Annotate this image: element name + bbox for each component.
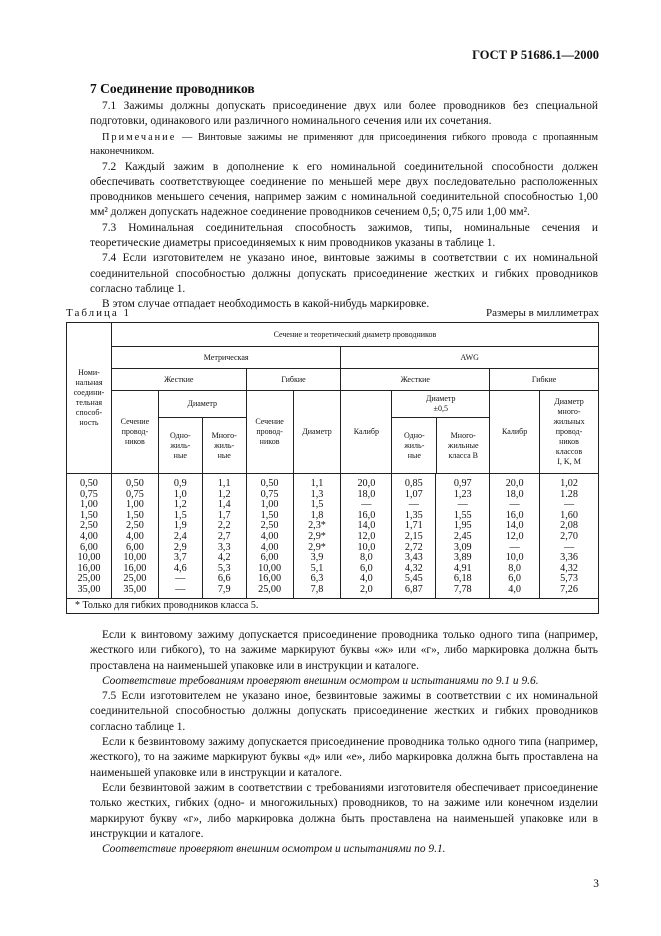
document-header: ГОСТ Р 51686.1—2000 [472,48,599,62]
table-cell: 5,45 [404,573,423,585]
table-cell: — [563,541,575,553]
table-cell: 2,50 [125,520,144,532]
table-cell: 0,75 [80,488,98,500]
table-cell: — [509,541,520,553]
table-cell: 10,0 [505,552,524,564]
table-cell: 1,50 [80,509,98,521]
table-cell: 0,97 [453,478,472,489]
section-title: 7 Соединение проводников [90,81,255,96]
table-cell: 0,50 [260,478,279,489]
table-cell: 10,00 [258,562,282,574]
table-cell: 1,00 [125,499,144,511]
header-metric-flexible: Гибкие [246,369,341,391]
table-cell: 4,91 [453,562,472,574]
table-cell: 2,08 [560,520,578,532]
table-cell: 2,2 [217,520,231,532]
table-cell: 1,4 [217,499,231,511]
table-cell: 2,9* [308,530,326,542]
table-cell: 10,00 [77,552,101,564]
table-cell: 5,73 [560,573,578,585]
table-cell: 4,00 [260,541,279,553]
table-cell: 2,9 [173,541,187,553]
table-cell: 2,70 [560,530,578,542]
header-cross-section [111,391,158,474]
table-cell: 3,7 [173,552,187,564]
table-cell: 0,50 [80,478,98,489]
table-cell: 7,9 [217,583,231,595]
table-cell: — [361,499,372,511]
table-cell: 2,50 [80,520,98,532]
header-cross-section-text: Сечение провод- ников [120,417,150,446]
col-awg-flex-gauge [490,474,540,599]
page-number: 3 [593,878,599,890]
table-cell: 12,0 [357,530,376,542]
table-cell: 4,00 [125,530,144,542]
table-cell: 6,3 [310,573,324,585]
table-cell: 7,26 [560,583,578,595]
header-awg-diameter: Диаметр ±0,5 [392,391,489,418]
table-cell: 7,8 [310,583,324,595]
table-cell: 1,5 [310,499,324,511]
table-cell: 2,4 [173,530,187,542]
table-cell: — [509,499,520,511]
table-cell: 16,0 [357,509,376,521]
table-cell: 16,00 [123,562,147,574]
table-cell: 1,7 [217,509,231,521]
table-cell: 6,0 [508,573,521,585]
table-cell: 2,9* [308,541,326,553]
table-cell: 0,75 [260,488,279,500]
table-cell: 8,0 [360,552,373,564]
table-cell: 3,89 [453,552,472,564]
table-cell: 1,00 [260,499,279,511]
table-cell: 0,75 [125,488,144,500]
table-cell: 18,0 [357,488,376,500]
table-cell: 16,00 [77,562,101,574]
header-gauge-flex: Калибр [490,391,540,474]
table-cell: 1,8 [310,509,324,521]
table-cell: 1,5 [173,509,187,521]
table-cell: 2,72 [404,541,423,553]
table-cell: 10,00 [123,552,147,564]
table-cell: 2,7 [217,530,231,542]
col-metric-flex-section [246,474,293,599]
table-cell: 4,0 [508,583,521,595]
table-cell: 1.28 [560,488,578,500]
table-cell: 0,9 [173,478,187,489]
table-cell: 7,78 [453,583,472,595]
header-metric: Метрическая [111,347,341,369]
header-multi-core: Много- жиль- ные [211,430,237,460]
table-cell: 2,0 [360,583,373,595]
table-cell: 1,1 [217,478,231,489]
table-cell: 0,50 [125,478,144,489]
table-cell: 4,00 [80,530,98,542]
header-diameter: Диаметр [159,391,246,418]
table-cell: 3,09 [453,541,472,553]
marking-paragraph-3: Если безвинтовой зажим в соответствии с требованиями изготовителя обеспечивает присоединение только жестких, гибких (одно- и многожильных) проводников, то на зажиме или конечном изделии маркируют букву «г», либо маркировка должна быть проставлена на наименьшей упаковке или в инструкции и каталоге. [90,781,598,840]
table-cell: 1,2 [217,488,231,500]
table-cell: 16,0 [505,509,524,521]
table-cell: 6,00 [125,541,144,553]
table-cell: 1,50 [125,509,144,521]
conductor-table [66,322,599,614]
table-cell: 6,00 [260,552,279,564]
section-body [90,99,598,313]
table-cell: 1,35 [404,509,423,521]
table-cell: 12,0 [505,530,524,542]
col-metric-rigid-multi [202,474,246,599]
table-cell: 1,2 [173,499,187,511]
table-label: Таблица 1 [66,307,132,319]
col-metric-rigid-single [158,474,202,599]
col-nominal [67,474,112,599]
header-diameter-flex: Диаметр [293,391,341,474]
header-diameter-group [158,391,246,474]
header-awg: AWG [341,347,599,369]
table-cell: 3,36 [560,552,578,564]
table-cell: — [175,573,186,585]
after-table-text [90,628,598,857]
table-footnote: * Только для гибких проводников класса 5. [67,598,599,613]
header-gauge: Калибр [341,391,392,474]
header-metric-rigid: Жесткие [111,369,246,391]
header-diameter-multi-classes: Диаметр много- жильных провод- ников классов I, K, M [540,391,599,474]
table-cell: 10,0 [357,541,376,553]
table-cell: 3,3 [217,541,231,553]
paragraph-7-4-b: В этом случае отпадает необходимость в какой-нибудь маркировке. [102,298,430,311]
paragraph-7-2: 7.2 Каждый зажим в дополнение к его номинальной соединительной способности должен обеспечивать соответствующее соединение по меньшей мере двух последовательно расположенных проводников меньшего сечения, например зажим с номинальной соединительной способностью 1,00 мм² должен допускать надежное соединение проводников сечением 0,5; 0,75 или 1,00 мм². [90,160,598,219]
col-metric-flex-diameter [293,474,341,599]
marking-paragraph-2: Если к безвинтовому зажиму допускается присоединение проводника только одного типа (например, жесткого), то на зажиме маркируют буквы «д» или «е», либо маркировка должна быть проставлена на наименьшей упаковке или в инструкции и каталоге. [90,736,598,779]
table-cell: 2,15 [404,530,423,542]
table-cell: — [175,583,186,595]
header-nominal-capacity: Номи- нальная соедини- тельная способ- ность [67,323,112,474]
table-cell: 3,9 [310,552,324,564]
table-cell: 4,32 [560,562,578,574]
table-cell: 5,3 [217,562,231,574]
col-awg-flex-diameter [540,474,599,599]
table-cell: 1,02 [560,478,578,489]
table-cell: 16,00 [258,573,282,585]
paragraph-7-3: 7.3 Номинальная соединительная способность зажимов, типы, номинальные сечения и теоретические диаметры присоединяемых к ним проводников указаны в таблице 1. [90,221,598,250]
table-cell: 35,00 [123,583,147,595]
table-cell: 14,0 [357,520,376,532]
table-cell: 1,50 [260,509,279,521]
table-units: Размеры в миллиметрах [486,307,599,319]
col-awg-rigid-gauge [341,474,392,599]
table-cell: 1,1 [310,478,324,489]
header-section-diameter: Сечение и теоретический диаметр проводников [111,323,598,347]
table-cell: 25,00 [123,573,147,585]
table-data-row [67,474,599,599]
table-cell: 1,60 [560,509,578,521]
table-cell: 1,0 [173,488,187,500]
paragraph-7-4: 7.4 Если изготовителем не указано иное, винтовые зажимы в соответствии с их номинальной соединительной способностью должны допускать присоединение жестких и гибких проводников согласно таблице 1. [90,252,598,295]
compliance-note-1: Соответствие требованиям проверяют внешним осмотром и испытаниями по 9.1 и 9.6. [102,674,539,687]
table-cell: 3,43 [404,552,423,564]
header-awg-rigid: Жесткие [341,369,490,391]
table-cell: 1,95 [453,520,472,532]
table-cell: 1,23 [453,488,472,500]
note-label: Примечание [102,131,177,143]
table-cell: 20,0 [357,478,376,489]
table-cell: 6,0 [360,562,373,574]
table-cell: 5,1 [310,562,324,574]
header-awg-single: Одно- жиль- ные [392,418,437,473]
table-cell: 1,07 [404,488,423,500]
table-cell: 35,00 [77,583,101,595]
table-cell: — [457,499,468,511]
table-cell: 4,6 [173,562,187,574]
table-cell: 4,2 [217,552,231,564]
table-cell: 6,00 [80,541,98,553]
marking-paragraph-1: Если к винтовому зажиму допускается присоединение проводника только одного типа (например, жесткого или гибкого), то на зажиме маркируют буквы «ж» или «г», либо маркировка должна быть проставлена на наименьшей упаковке или в инструкции и каталоге. [90,629,598,672]
table-cell: 4,32 [404,562,423,574]
header-awg-diameter-group [392,391,490,474]
table-cell: 4,0 [360,573,373,585]
header-awg-flexible: Гибкие [490,369,599,391]
table-cell: 25,00 [258,583,282,595]
table-cell: 0,85 [404,478,423,489]
table-cell: 25,00 [77,573,101,585]
paragraph-7-5: 7.5 Если изготовителем не указано иное, безвинтовые зажимы в соответствии с их номинальной соединительной способностью должны допускать присоединение жестких и гибких проводников согласно таблице 1. [90,690,598,733]
col-metric-rigid-section [111,474,158,599]
table-cell: 1,9 [173,520,187,532]
table-cell: 8,0 [508,562,521,574]
compliance-note-2: Соответствие проверяют внешним осмотром и испытаниями по 9.1. [102,843,446,856]
header-awg-multi: Много- жильные класса В [447,430,479,460]
header-cross-section-flex: Сечение провод- ников [246,391,293,474]
table-cell: 1,71 [404,520,423,532]
paragraph-7-1: 7.1 Зажимы должны допускать присоединение двух или более проводников без специальной подготовки, одинакового или различного номинального сечения или их сочетания. [90,100,598,128]
table-cell: 2,3* [308,520,326,532]
table-cell: 6,6 [217,573,231,585]
note-text: — Винтовые зажимы не применяют для присоединения гибкого провода с пропаянным наконечником. [90,131,598,157]
table-cell: 2,50 [260,520,279,532]
header-single-core: Одно- жиль- ные [159,418,203,473]
col-awg-rigid-single [392,474,436,599]
col-awg-rigid-multi [436,474,490,599]
table-cell: 1,55 [453,509,472,521]
table-cell: 4,00 [260,530,279,542]
table-cell: 20,0 [505,478,524,489]
table-cell: 6,87 [404,583,423,595]
table-cell: 2,45 [453,530,472,542]
table-cell: 1,00 [80,499,98,511]
note [90,131,598,159]
table-cell: 1,3 [310,488,324,500]
table-cell: 18,0 [505,488,524,500]
table-cell: — [563,499,575,511]
table-cell: 6,18 [453,573,472,585]
table-cell: — [408,499,419,511]
table-cell: 14,0 [505,520,524,532]
